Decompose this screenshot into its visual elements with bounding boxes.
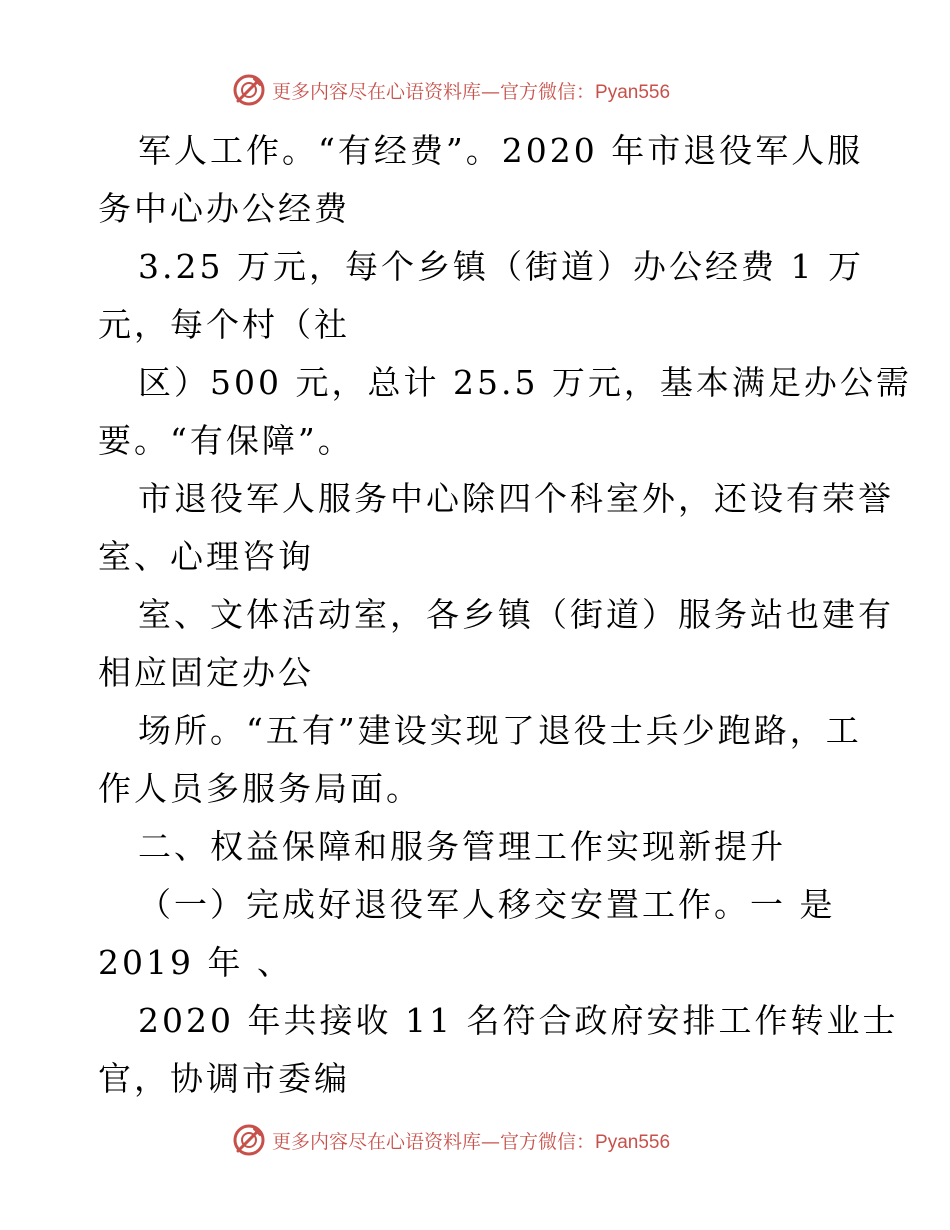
watermark-logo-icon xyxy=(232,73,266,107)
watermark-main-text: 更多内容尽在心语资料库 xyxy=(272,80,482,103)
text-line: 二、权益保障和服务管理工作实现新提升 xyxy=(138,827,786,866)
watermark-wechat-id: Pyan556 xyxy=(595,81,671,103)
text-line: 3.25 万元，每个乡镇（街道）办公经费 1 万 xyxy=(138,247,864,286)
text-line: 2020 年共接收 11 名符合政府安排工作转业士 xyxy=(138,1001,899,1040)
text-line: 区）500 元，总计 25.5 万元，基本满足办公需 xyxy=(138,363,912,402)
text-line: 官，协调市委编 xyxy=(98,1059,350,1098)
watermark-wechat-id: Pyan556 xyxy=(595,1131,671,1153)
text-line: 要。“有保障”。 xyxy=(98,421,354,460)
text-line: 相应固定办公 xyxy=(98,653,314,692)
text-line: 军人工作。“有经费”。2020 年市退役军人服 xyxy=(138,131,864,170)
watermark-official-label: 官方微信： xyxy=(500,80,596,103)
watermark-header xyxy=(232,70,670,110)
watermark-main-text: 更多内容尽在心语资料库 xyxy=(272,1130,482,1153)
watermark-footer xyxy=(232,1120,670,1160)
text-line: 室、心理咨询 xyxy=(98,537,314,576)
text-line: 2019 年 、 xyxy=(98,943,293,982)
text-line: 市退役军人服务中心除四个科室外，还设有荣誉 xyxy=(138,479,894,518)
text-line: （一）完成好退役军人移交安置工作。一 是 xyxy=(138,885,836,924)
text-line: 室、文体活动室，各乡镇（街道）服务站也建有 xyxy=(138,595,894,634)
watermark-official-label: 官方微信： xyxy=(500,1130,596,1153)
watermark-dash: — xyxy=(481,80,501,103)
watermark-text xyxy=(272,1127,670,1154)
text-line: 元，每个村（社 xyxy=(98,305,350,344)
watermark-logo-icon xyxy=(232,1123,266,1157)
text-line: 务中心办公经费 xyxy=(98,189,350,228)
watermark-dash: — xyxy=(481,1130,501,1153)
watermark-text xyxy=(272,77,670,104)
text-line: 场所。“五有”建设实现了退役士兵少跑路，工 xyxy=(138,711,862,750)
document-body xyxy=(98,122,912,1108)
text-line: 作人员多服务局面。 xyxy=(98,769,422,808)
